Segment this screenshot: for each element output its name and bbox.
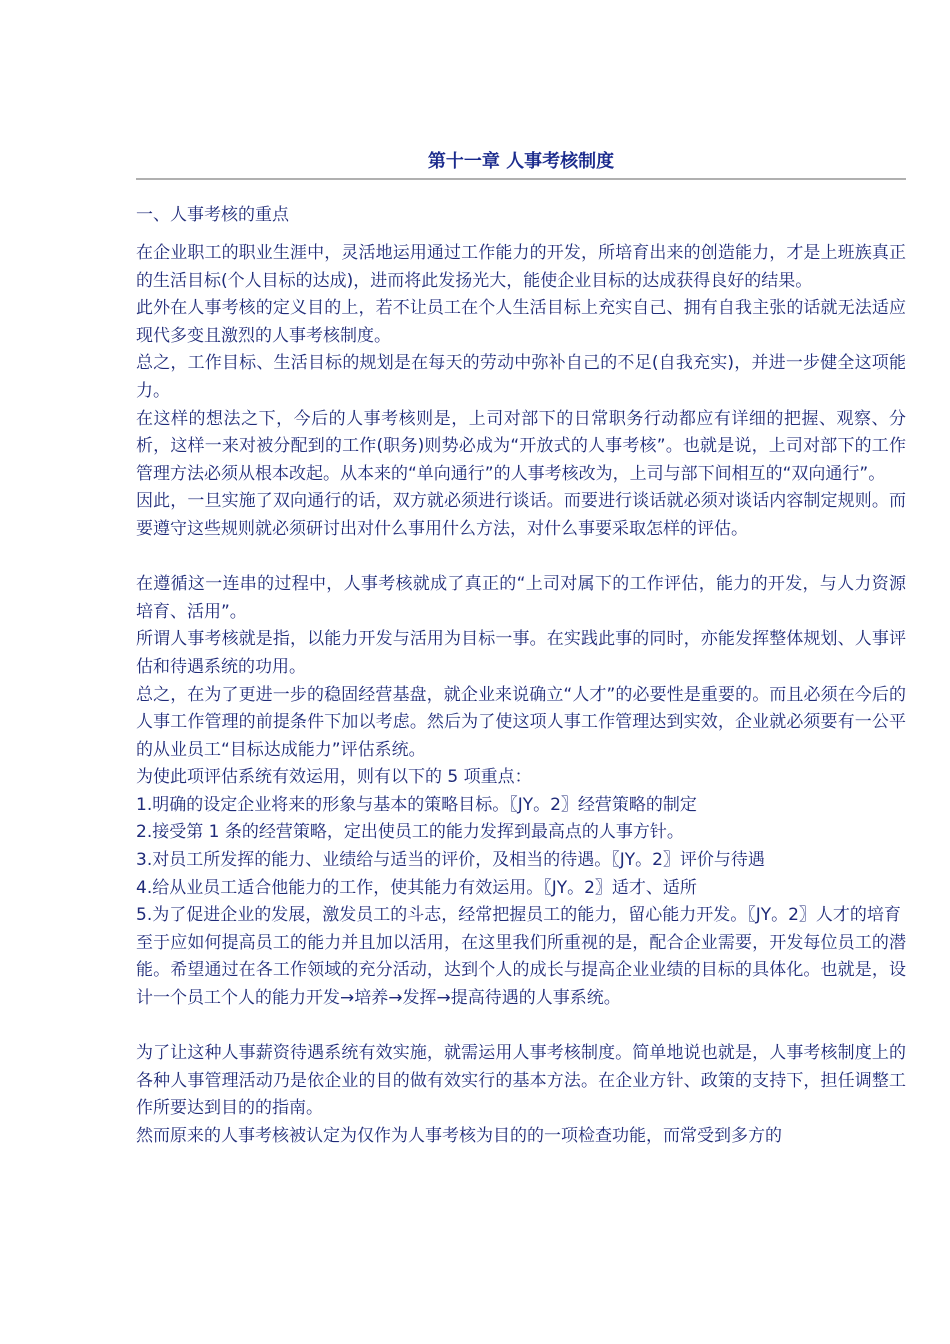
paragraph: 为了让这种人事薪资待遇系统有效实施，就需运用人事考核制度。简单地说也就是，人事考核制度上的各种人事管理活动乃是依企业的目的做有效实行的基本方法。在企业方针、政策的支持下，担任调整工作所要达到目的的指南。 [136, 1043, 906, 1119]
section-heading: 一、人事考核的重点 [136, 205, 289, 225]
body-text [136, 240, 906, 1151]
title-divider [136, 178, 906, 180]
paragraph: 3.对员工所发挥的能力、业绩给与适当的评价，及相当的待遇。〖JY。2〗评价与待遇 [136, 850, 765, 871]
chapter-title: 第十一章 人事考核制度 [427, 151, 615, 172]
paragraph: 为使此项评估系统有效运用，则有以下的 5 项重点： [136, 767, 532, 788]
paragraph: 在这样的想法之下，今后的人事考核则是，上司对部下的日常职务行动都应有详细的把握、观察、分析，这样一来对被分配到的工作(职务)则势必成为“开放式的人事考核”。也就是说，上司对部下的工作管理方法必须从根本改起。从本来的“单向通行”的人事考核改为，上司与部下间相互的“双向通行”。 [136, 408, 906, 484]
paragraph: 总之，工作目标、生活目标的规划是在每天的劳动中弥补自己的不足(自我充实)，并进一步健全这项能力。 [136, 353, 906, 401]
paragraph: 然而原来的人事考核被认定为仅作为人事考核为目的的一项检查功能，而常受到多方的 [136, 1126, 782, 1146]
paragraph: 所谓人事考核就是指，以能力开发与活用为目标一事。在实践此事的同时，亦能发挥整体规划、人事评估和待遇系统的功用。 [136, 629, 906, 677]
document-page [136, 148, 906, 1151]
paragraph: 此外在人事考核的定义目的上，若不让员工在个人生活目标上充实自己、拥有自我主张的话就无法适应现代多变且激烈的人事考核制度。 [136, 298, 906, 346]
paragraph: 2.接受第 1 条的经营策略，定出使员工的能力发挥到最高点的人事方针。 [136, 822, 684, 843]
paragraph: 1.明确的设定企业将来的形象与基本的策略目标。〖JY。2〗经营策略的制定 [136, 794, 697, 815]
paragraph: 在企业职工的职业生涯中，灵活地运用通过工作能力的开发，所培育出来的创造能力，才是上班族真正的生活目标(个人目标的达成)，进而将此发扬光大，能使企业目标的达成获得良好的结果。 [136, 243, 906, 291]
paragraph: 5.为了促进企业的发展，激发员工的斗志，经常把握员工的能力，留心能力开发。〖JY。2〗人才的培育 [136, 905, 901, 926]
paragraph: 4.给从业员工适合他能力的工作，使其能力有效运用。〖JY。2〗适才、适所 [136, 877, 697, 898]
paragraph: 在遵循这一连串的过程中，人事考核就成了真正的“上司对属下的工作评估，能力的开发，与人力资源培育、活用”。 [136, 574, 906, 622]
paragraph: 总之，在为了更进一步的稳固经营基盘，就企业来说确立“人才”的必要性是重要的。而且必须在今后的人事工作管理的前提条件下加以考虑。然后为了使这项人事工作管理达到实效，企业就必须要有一公平的从业员工“目标达成能力”评估系统。 [136, 684, 906, 760]
paragraph: 因此，一旦实施了双向通行的话，双方就必须进行谈话。而要进行谈话就必须对谈话内容制定规则。而要遵守这些规则就必须研讨出对什么事用什么方法，对什么事要采取怎样的评估。 [136, 491, 906, 539]
paragraph: 至于应如何提高员工的能力并且加以活用，在这里我们所重视的是，配合企业需要，开发每位员工的潜能。希望通过在各工作领域的充分活动，达到个人的成长与提高企业业绩的目标的具体化。也就是，设计一个员工个人的能力开发→培养→发挥→提高待遇的人事系统。 [136, 932, 906, 1009]
